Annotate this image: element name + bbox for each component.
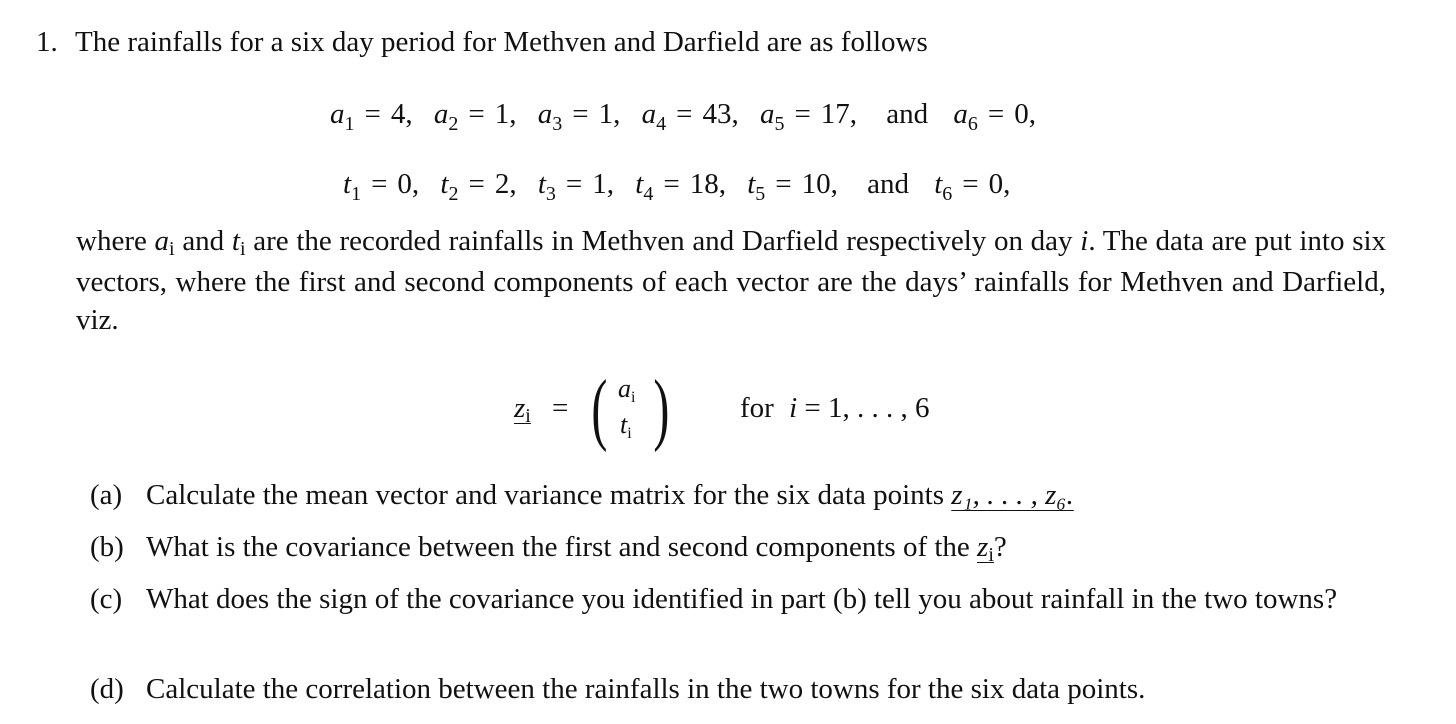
for-text: for i = 1, . . . , 6 [740, 392, 930, 424]
methven-equations: $a_1 = 4$, $a_2 = 1$, $a_3 = 1$, $a_4 = 43$, $a_5 = 17$, and $a_6 = 0$, [330, 98, 1037, 135]
right-paren: ) [653, 365, 670, 453]
methven-and: and [886, 98, 929, 130]
part-b-label: (b) [90, 531, 124, 563]
a2-var: $a_2$ [433, 98, 459, 135]
vector-definition: zi = ( ai ti ) for i = 1, . . . , 6 [514, 365, 930, 453]
t1-value: 0 [397, 168, 412, 200]
part-a [90, 476, 1390, 516]
z-i-symbol: zi [977, 531, 994, 566]
a1-value: 4 [390, 98, 406, 130]
part-a-label: (a) [90, 479, 123, 511]
t2-value: 2 [494, 168, 510, 200]
explanation-paragraph: where ai and ti are the recorded rainfalls in Methven and Darfield respectively on day i. The data are put into six vectors, where the first and second components of each vector are the days’ rainfalls for Methven and Darfield, viz. [76, 225, 1387, 336]
a1-var: $a_1$ [330, 98, 355, 135]
t6-var: $t_6$ [934, 168, 953, 205]
t3-var: $t_3$ [537, 168, 556, 205]
t1-var: $t_1$ [343, 168, 362, 205]
vector-bottom: ti [620, 410, 632, 442]
a5-value: 17 [820, 98, 850, 130]
part-c-label: (c) [90, 583, 123, 615]
z-i-lhs: zi [514, 392, 531, 427]
question-number: 1. [36, 26, 58, 58]
part-d-text: Calculate the correlation between the rainfalls in the two towns for the six data points. [146, 673, 1146, 705]
t5-var: $t_5$ [747, 168, 766, 205]
a5-var: $a_5$ [759, 98, 785, 135]
darfield-and: and [867, 168, 909, 200]
left-paren: ( [591, 365, 608, 453]
a6-var: $a_6$ [953, 98, 978, 135]
part-b-text: What is the covariance between the first and second components of the zi? [146, 531, 1007, 566]
part-c-text: What does the sign of the covariance you identified in part (b) tell you about rainfall in the two towns? [146, 583, 1338, 615]
vector-top: ai [618, 374, 636, 406]
darfield-equations: $t_1 = 0$, $t_2 = 2$, $t_3 = 1$, $t_4 = 18$, $t_5 = 10$, and $t_6 = 0$, [343, 168, 1011, 205]
a3-var: $a_3$ [537, 98, 563, 135]
part-d-label: (d) [90, 673, 124, 705]
t2-var: $t_2$ [440, 168, 459, 205]
part-a-text: Calculate the mean vector and variance matrix for the six data points z₁, . . . , z₆. [146, 479, 1074, 511]
t3-value: 1 [592, 168, 607, 200]
part-d [90, 670, 1390, 710]
a4-var: $a_4$ [641, 98, 667, 135]
t5-value: 10 [801, 168, 831, 200]
question-intro: The rainfalls for a six day period for Methven and Darfield are as follows [75, 26, 928, 58]
a3-value: 1 [598, 98, 614, 130]
z-range: z₁, . . . , z₆. [951, 479, 1074, 511]
a4-value: 43 [702, 98, 732, 130]
t6-value: 0 [988, 168, 1004, 200]
a2-value: 1 [494, 98, 510, 130]
a6-value: 0 [1014, 98, 1029, 130]
t4-var: $t_4$ [635, 168, 654, 205]
part-b [90, 528, 1390, 568]
part-c [90, 580, 1390, 660]
question-header [36, 26, 928, 59]
t4-value: 18 [689, 168, 719, 200]
